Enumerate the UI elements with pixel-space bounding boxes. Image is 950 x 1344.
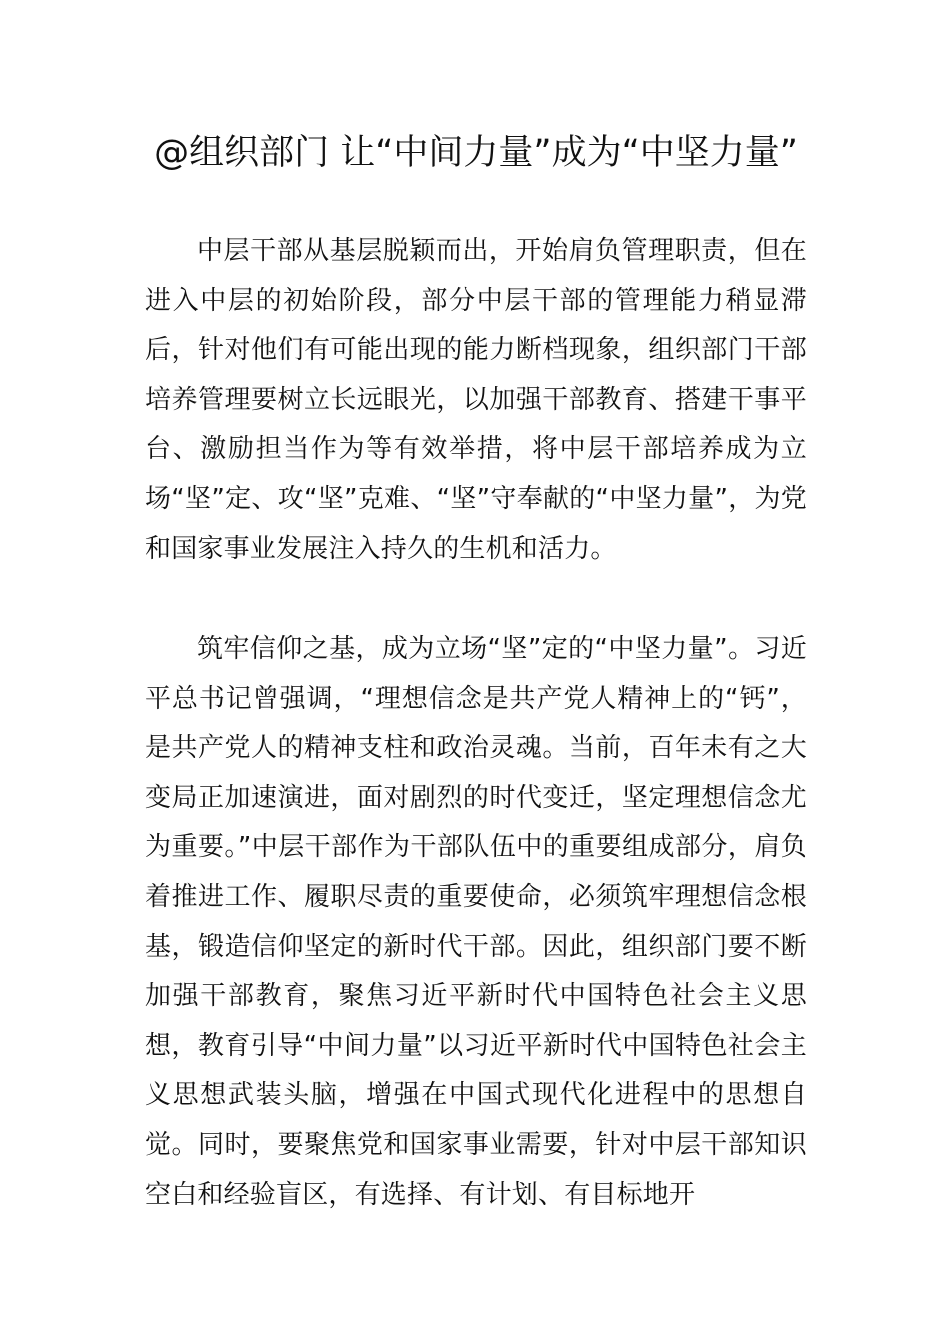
article-title: @组织部门 让“中间力量”成为“中坚力量” <box>154 133 798 173</box>
paragraph-intro: 中层干部从基层脱颖而出，开始肩负管理职责，但在进入中层的初始阶段，部分中层干部的管理能力稍显滞后，针对他们有可能出现的能力断档现象，组织部门干部培养管理要树立长远眼光，以加强干部教育、搭建干事平台、激励担当作为等有效举措，将中层干部培养成为立场“坚”定、攻“坚”克难、“坚”守奉献的“中坚力量”，为党和国家事业发展注入持久的生机和活力。 <box>145 236 807 564</box>
paragraph-faith-foundation: 筑牢信仰之基，成为立场“坚”定的“中坚力量”。习近平总书记曾强调，“理想信念是共产党人精神上的“钙”，是共产党人的精神支柱和政治灵魂。当前，百年未有之大变局正加速演进，面对剧烈的时代变迁，坚定理想信念尤为重要。”中层干部作为干部队伍中的重要组成部分，肩负着推进工作、履职尽责的重要使命，必须筑牢理想信念根基，锻造信仰坚定的新时代干部。因此，组织部门要不断加强干部教育，聚焦习近平新时代中国特色社会主义思想，教育引导“中间力量”以习近平新时代中国特色社会主义思想武装头脑，增强在中国式现代化进程中的思想自觉。同时，要聚焦党和国家事业需要，针对中层干部知识空白和经验盲区，有选择、有计划、有目标地开 <box>145 634 807 1210</box>
